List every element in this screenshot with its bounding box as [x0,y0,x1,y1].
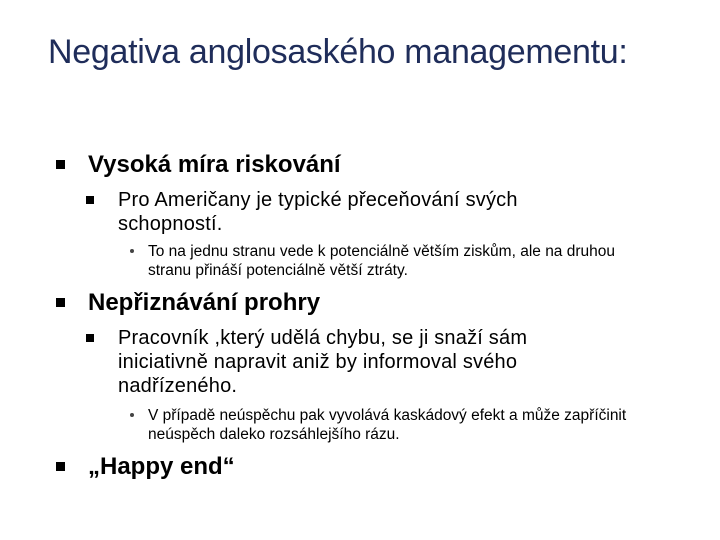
bullet-text: Vysoká míra riskování [88,151,341,178]
bullet-text: „Happy end“ [88,453,235,480]
square-bullet-icon [86,334,94,342]
square-bullet-icon [56,462,65,471]
square-bullet-icon [56,298,65,307]
subsub-bullet-text: V případě neúspěchu pak vyvolává kaskádový efekt a může zapříčinit neúspěch daleko rozsáhlejšího rázu. [148,407,627,443]
dot-bullet-icon [130,249,134,253]
square-bullet-icon [56,160,65,169]
bullet-text: Nepřiznávání prohry [88,289,321,316]
sub-bullet-text: Pracovník ,který udělá chybu, se ji snaží sám iniciativně napravit aniž by informoval svého nadřízeného. [118,327,528,397]
sub-bullet-text: Pro Američany je typické přeceňování svých schopností. [118,189,518,235]
dot-bullet-icon [130,413,134,417]
slide-title: Negativa anglosaského managementu: [48,33,628,71]
subsub-bullet-text: To na jednu stranu vede k potenciálně větším ziskům, ale na druhou stranu přináší potenciálně větší ztráty. [148,243,615,279]
square-bullet-icon [86,196,94,204]
